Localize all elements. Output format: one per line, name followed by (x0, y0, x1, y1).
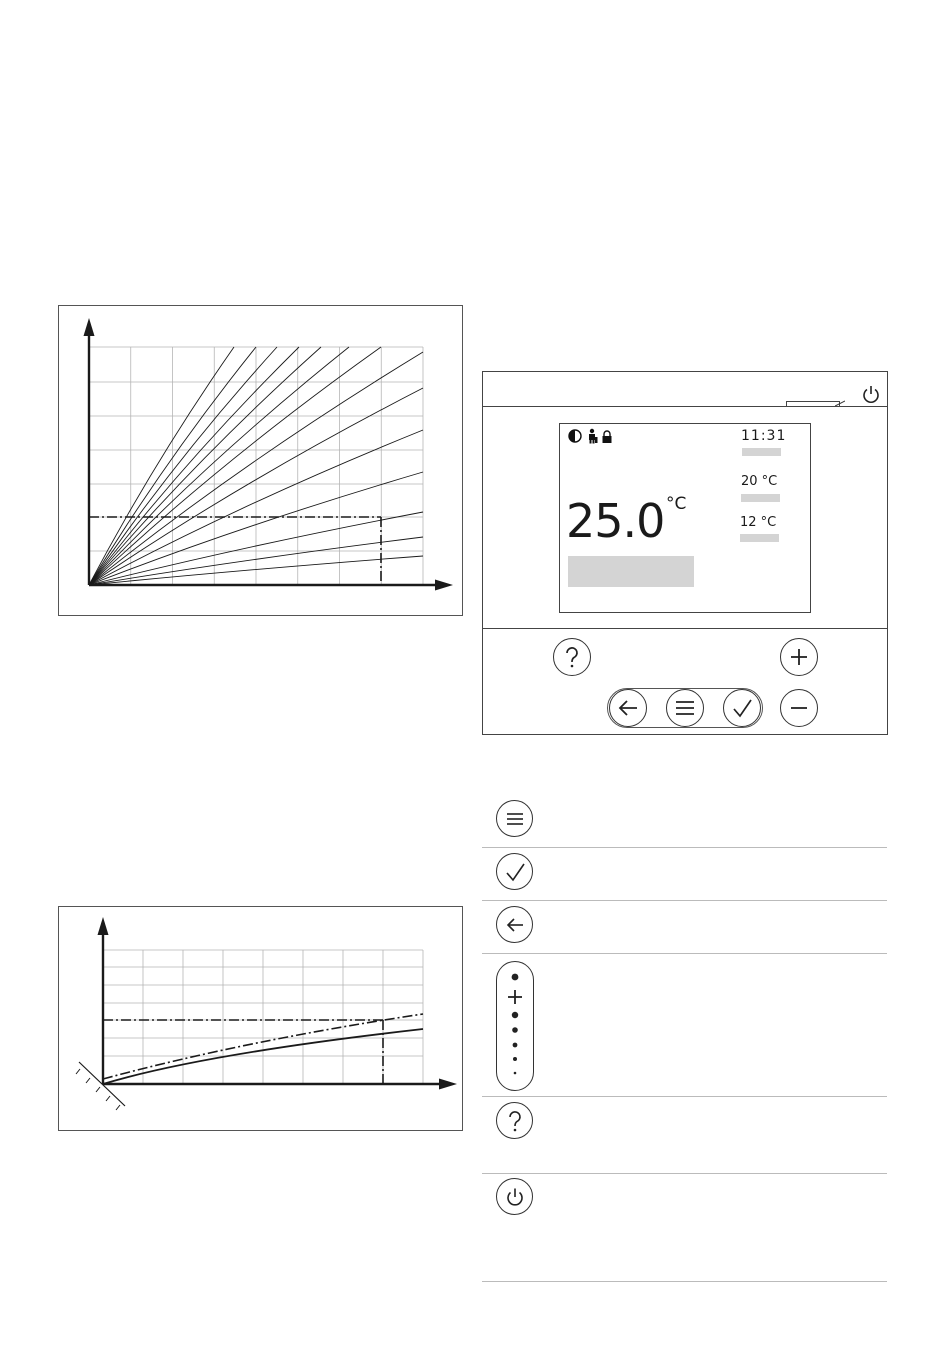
plus-minus-scroll-icon (497, 962, 535, 1092)
heating-curve-svg (59, 306, 464, 617)
back-arrow-icon (505, 916, 525, 934)
help-icon (562, 645, 582, 669)
plus-icon (789, 647, 809, 667)
legend-power-button (496, 1178, 533, 1215)
temperature-2-label-placeholder (740, 534, 779, 542)
panel-slot (786, 401, 840, 407)
power-leader-line (835, 393, 845, 407)
temperature-2: 12 °C (740, 515, 777, 530)
menu-button[interactable] (666, 689, 704, 727)
power-icon (505, 1186, 525, 1208)
confirm-button[interactable] (723, 689, 761, 727)
panel-bottom-divider (483, 628, 887, 629)
display-screen (559, 423, 811, 613)
legend-confirm-button (496, 853, 533, 890)
temperature-1: 20 °C (741, 474, 778, 489)
fig2-offset-tick (86, 1078, 90, 1083)
heating-curve-line (89, 347, 299, 585)
legend-help-button (496, 1102, 533, 1139)
offset-curve-svg (59, 907, 464, 1132)
legend-row-menu (482, 794, 887, 848)
fig2-offset-tick (106, 1096, 110, 1101)
panel-power-button[interactable] (861, 384, 881, 404)
fig2-offset-tick (116, 1105, 120, 1110)
legend-row-scroll (482, 954, 887, 1097)
legend-row-back (482, 901, 887, 954)
legend-row-power (482, 1174, 887, 1282)
back-button[interactable] (609, 689, 647, 727)
back-arrow-icon (617, 698, 639, 718)
status-text-placeholder (568, 556, 694, 587)
clock-time: 11:31 (741, 428, 787, 444)
legend-menu-button (496, 800, 533, 837)
lock-icon (603, 431, 612, 443)
person-icon (589, 429, 598, 444)
control-panel (482, 371, 888, 735)
help-button[interactable] (553, 638, 591, 676)
clock-icon (569, 430, 581, 442)
legend-row-help (482, 1097, 887, 1174)
minus-icon (789, 698, 809, 718)
legend-plus-minus-scroll (496, 961, 534, 1091)
help-icon (505, 1109, 525, 1133)
main-temperature: 25.0 (566, 494, 665, 548)
check-icon (731, 697, 753, 719)
fig2-y-axis-arrow (98, 917, 109, 935)
heating-curve-diagram (58, 305, 463, 616)
status-icons (568, 428, 616, 444)
power-icon (861, 384, 881, 404)
menu-icon (674, 699, 696, 717)
fig1-x-axis-arrow (435, 580, 453, 591)
plus-button[interactable] (780, 638, 818, 676)
fig2-offset-tick (96, 1087, 100, 1092)
main-temperature-unit: °C (666, 494, 687, 514)
fig2-offset-tick (76, 1069, 80, 1074)
temperature-1-label-placeholder (741, 494, 780, 502)
offset-curve-diagram (58, 906, 463, 1131)
legend-row-confirm (482, 848, 887, 901)
minus-button[interactable] (780, 689, 818, 727)
menu-icon (505, 811, 525, 827)
fig2-grid (103, 950, 423, 1084)
fig2-x-axis-arrow (439, 1079, 457, 1090)
fig1-y-axis-arrow (84, 318, 95, 336)
time-label-placeholder (742, 448, 781, 456)
legend-back-button (496, 906, 533, 943)
check-icon (504, 861, 526, 883)
